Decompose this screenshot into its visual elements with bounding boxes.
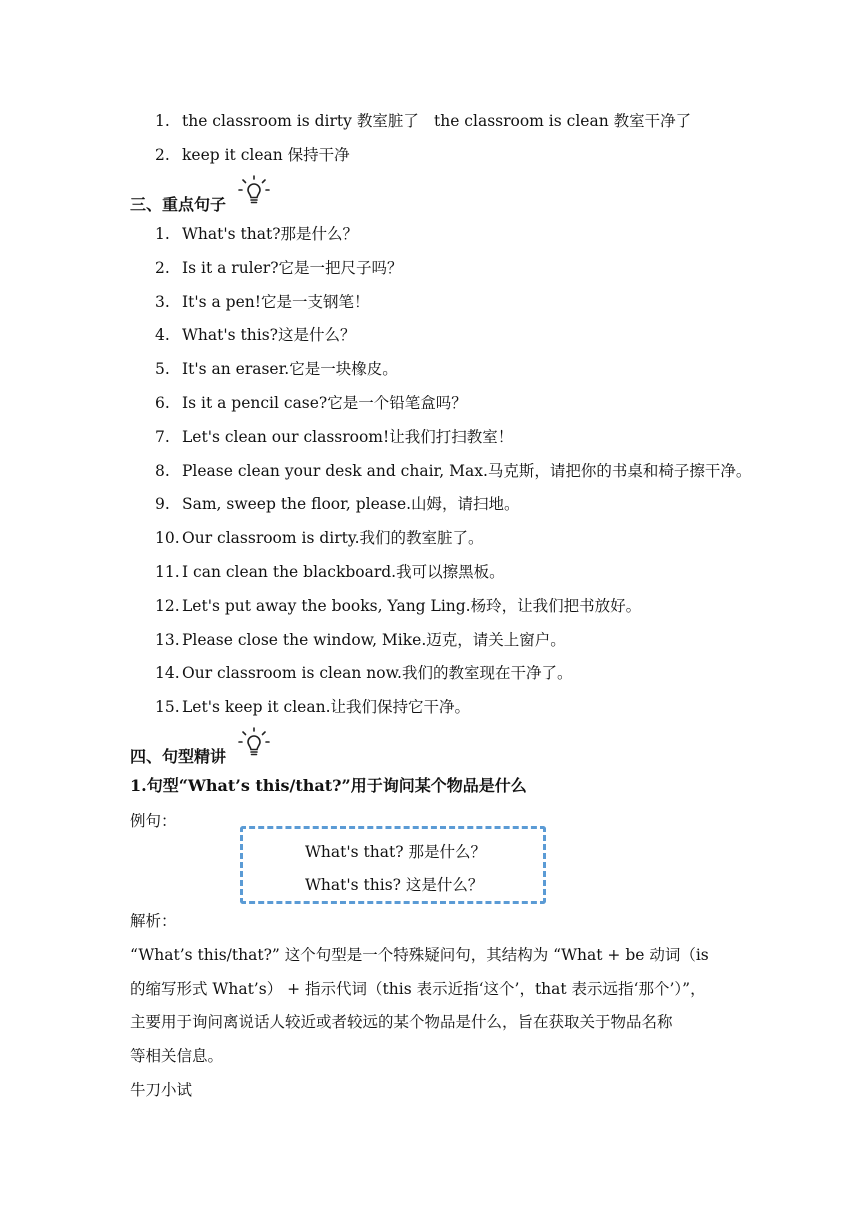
analysis-line: “What’s this/that?” 这个句型是一个特殊疑问句，其结构为 “What + be 动词（is: [130, 946, 709, 964]
list-number: 15.: [155, 698, 180, 717]
example-label: 例句：: [130, 812, 177, 830]
list-number: 5.: [155, 360, 170, 379]
sentence-text: Please clean your desk and chair, Max.马克斯，请把你的书桌和椅子擦干净。: [182, 461, 752, 480]
list-number: 14.: [155, 664, 180, 683]
sentence-text: I can clean the blackboard.我可以擦黑板。: [182, 563, 505, 581]
sentence-text: Our classroom is clean now.我们的教室现在干净了。: [182, 664, 573, 683]
sentence-text: What's this?这是什么？: [182, 326, 356, 345]
analysis-line: 的缩写形式 What’s） + 指示代词（this 表示近指‘这个’，that 表示远指‘那个’）”，: [130, 980, 706, 998]
section-heading-key-sentences: [130, 195, 226, 215]
sentence-text: Let's keep it clean.让我们保持它干净。: [182, 698, 470, 717]
list-number: 7.: [155, 427, 170, 446]
list-number: 11.: [155, 563, 180, 581]
sentence-text: Sam, sweep the floor, please.山姆，请扫地。: [182, 495, 520, 514]
heading-text: 四、句型精讲: [130, 747, 227, 766]
list-number: 4.: [155, 326, 170, 345]
list-number: 2.: [155, 146, 170, 164]
vocab-text: keep it clean 保持干净: [182, 146, 350, 164]
example-sentence: What's that? 那是什么？: [305, 843, 486, 861]
analysis-line: 等相关信息。: [130, 1047, 224, 1065]
sentence-text: Let's clean our classroom!让我们打扫教室！: [182, 427, 514, 446]
list-number: 10.: [155, 529, 180, 548]
list-number: 8.: [155, 461, 170, 480]
sentence-text: Our classroom is dirty.我们的教室脏了。: [182, 529, 484, 548]
list-number: 12.: [155, 596, 180, 615]
sentence-text: It's a pen!它是一支钢笔！: [182, 292, 370, 311]
example-sentence: What's this? 这是什么？: [305, 876, 484, 894]
section-heading-sentence-patterns: [130, 747, 226, 767]
lightbulb-icon: [237, 174, 271, 208]
sentence-text: It's an eraser.它是一块橡皮。: [182, 360, 398, 379]
lightbulb-icon: [237, 726, 271, 760]
list-number: 1.: [155, 225, 170, 243]
list-number: 2.: [155, 258, 170, 277]
list-number: 9.: [155, 495, 170, 514]
pattern-subtitle: [130, 776, 527, 796]
list-number: 13.: [155, 630, 180, 649]
sentence-text: Let's put away the books, Yang Ling.杨玲，让我们把书放好。: [182, 596, 642, 615]
practice-label: 牛刀小试: [130, 1081, 193, 1099]
sentence-text: Please close the window, Mike.迈克，请关上窗户。: [182, 630, 566, 649]
subtitle-text: 1.句型“What’s this/that?”用于询问某个物品是什么: [130, 776, 527, 795]
vocab-text: the classroom is dirty 教室脏了: [182, 112, 419, 130]
analysis-label: 解析：: [130, 912, 177, 930]
heading-text: 三、重点句子: [130, 195, 227, 214]
sentence-text: Is it a ruler?它是一把尺子吗？: [182, 258, 403, 277]
list-number: 1.: [155, 112, 170, 130]
sentence-text: What's that?那是什么？: [182, 225, 359, 243]
list-number: 6.: [155, 394, 170, 412]
list-number: 3.: [155, 292, 170, 311]
analysis-line: 主要用于询问离说话人较近或者较远的某个物品是什么，旨在获取关于物品名称: [130, 1013, 673, 1031]
sentence-text: Is it a pencil case?它是一个铅笔盒吗？: [182, 394, 467, 412]
vocab-text-2: the classroom is clean 教室干净了: [434, 112, 692, 130]
